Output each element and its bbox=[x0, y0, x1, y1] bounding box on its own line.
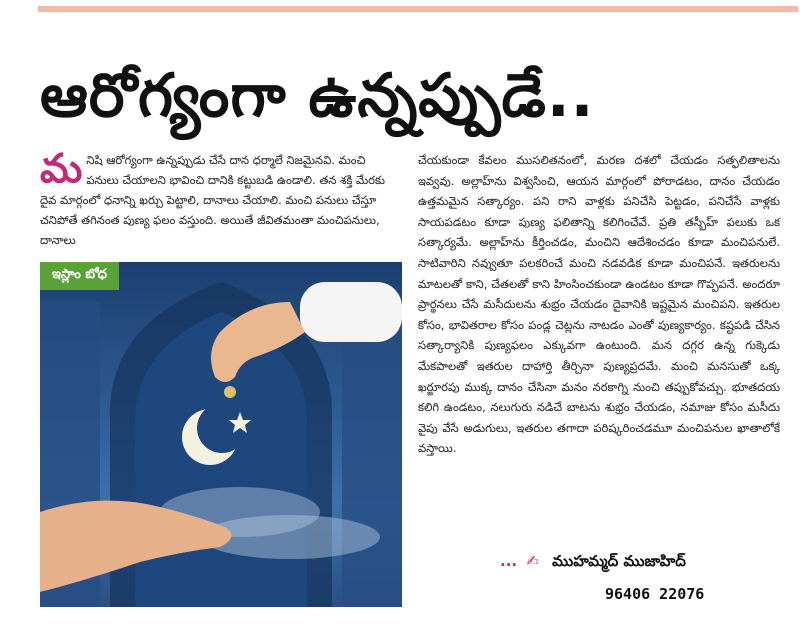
article-text-left: నిషి ఆరోగ్యంగా ఉన్నప్పుడు చేసే దాన ధర్మాలే నిజమైనవి. మంచి పనులు చేయాలని భావించి దానికి కట్టుబడి ఉండాలి. తన శక్తి మేరకు దైవ మార్గంలో ధనాన్ని ఖర్చు పెట్టాలి, దానాలు చేయాలి. మంచి పనులు చేస్తూ చనిపోతే తగినంత పుణ్య ఫలం వస్తుంది. అయితే జీవితమంతా మంచిపనులు, దానాలు bbox=[40, 153, 385, 247]
author-name: ముహమ్మద్ ముజాహిద్ bbox=[552, 552, 686, 570]
article-paragraph-left bbox=[40, 146, 400, 250]
sleeve bbox=[300, 282, 402, 342]
article-column-left bbox=[40, 146, 400, 250]
section-tag: ఇస్లాం బోధ bbox=[40, 262, 119, 290]
dropcap: మ bbox=[40, 146, 83, 192]
article-text-right: చేయకుండా కేవలం ముసలితనంలో, మరణ దశలో చేయడం సత్ఫలితాలను ఇవ్వవు. అల్లాహ్‌ను విశ్వసించి, ఆయన మార్గంలో పోరాడటం, దానం చేయడం ఉత్తమమైన సత్కార్యం. పని రాని వాళ్లకు పనిచేసి పెట్టడం, పనిచేసే వాళ్లకు సాయపడటం కూడా పుణ్య ఫలితాన్ని కలిగించేవే. ప్రతి తస్బీహ్ పలుకు ఒక సత్కార్యమే. అల్లాహ్‌ను కీర్తించడం, మంచిని ఆదేశించడం కూడా మంచిపనులే. సాటివారిని నవ్వుతూ పలకరించే మంచి నడవడిక కూడా మంచిపనే. ఇతరులను మాటలతో కాని, చేతలతో కాని హింసించకుండా ఉండటం కూడా గొప్పపనే. అందరూ ప్రార్థనలు చేసే మసీదులను శుభ్రం చేయడం దైవానికి ఇష్టమైన మంచిపని. ఇతరుల కోసం, భావితరాల కోసం పండ్ల చెట్లను నాటడం ఎంతో పుణ్యకార్యం. కష్టపడి చేసిన సత్కార్యానికి పుణ్యఫలం ఎక్కువగా ఉంటుంది. మన దగ్గర ఉన్న గుక్కెడు మేకపాలతో ఇతరుల దాహార్తి తీర్చినా పుణ్యప్రదమే. మంచి మనసుతో ఒక్క ఖర్జూరపు ముక్క దానం చేసినా మనం నరకాగ్ని నుంచి తప్పుకోవచ్చు. భూతదయ కలిగి ఉండటం, నలుగురు నడిచే బాటను శుభ్రం చేయడం, నమాజు కోసం మసీదు వైపు వేసే అడుగులు, ఇతరుల తగాదా పరిష్కరించడమూ మంచిపనుల ఖాతాలోకే వస్తాయి. bbox=[418, 153, 780, 456]
top-rule bbox=[38, 6, 798, 12]
byline-dots: ... bbox=[500, 552, 518, 570]
pillar-right bbox=[342, 302, 402, 607]
pen-icon: ✍ bbox=[526, 552, 539, 570]
article-column-right bbox=[418, 150, 780, 459]
author-phone: 96406 22076 bbox=[605, 585, 705, 603]
headline: ఆరోగ్యంగా ఉన్నప్పుడే.. bbox=[40, 61, 595, 131]
article-photo bbox=[40, 262, 402, 607]
byline bbox=[500, 552, 780, 574]
charity-illustration bbox=[40, 262, 402, 607]
